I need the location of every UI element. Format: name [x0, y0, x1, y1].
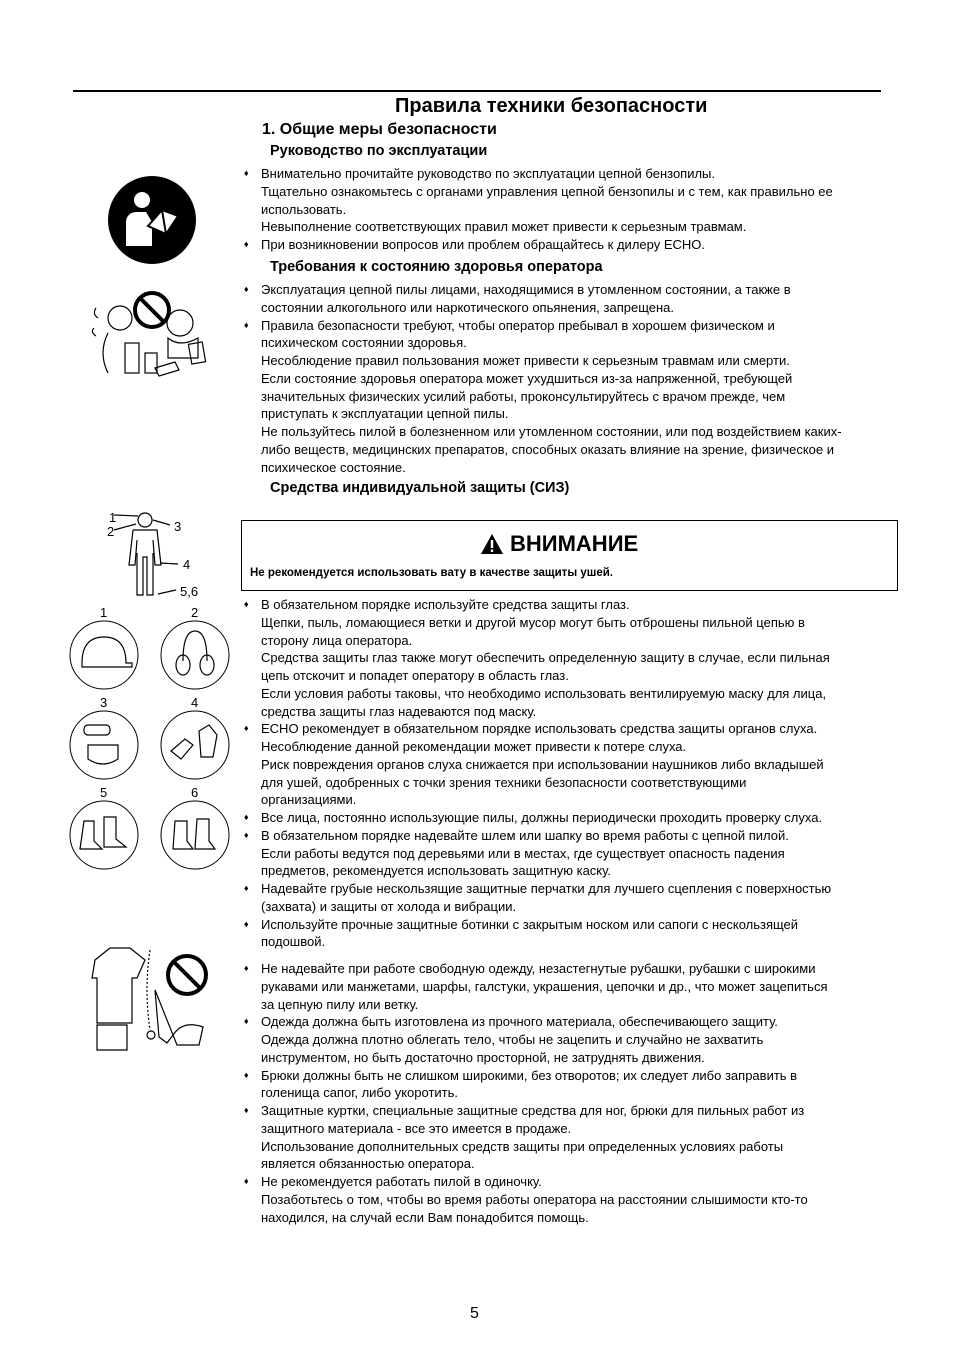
text-line [244, 1031, 904, 1049]
line-text: Используйте прочные защитные ботинки с закрытым носком или сапоги с нескользящей [261, 916, 799, 932]
text-line [244, 933, 904, 951]
line-text: психическом состоянии здоровья. [261, 335, 467, 351]
text-line [244, 978, 904, 996]
text-line [244, 862, 904, 880]
text-line [244, 201, 904, 219]
line-text: Правила безопасности требуют, чтобы оператор пребывал в хорошем физическом и [261, 317, 775, 333]
text-line [244, 667, 904, 685]
line-text: Одежда должна быть изготовлена из прочного материала, обеспечивающего защиту. [261, 1014, 778, 1030]
bullet-icon: ♦ [244, 1069, 249, 1080]
ppe-item-number: 2 [191, 605, 199, 620]
text-line [244, 845, 904, 863]
line-text: Если условия работы таковы, что необходимо использовать вентилируемую маску для лица, [261, 685, 827, 701]
bullet-icon: ♦ [244, 883, 249, 893]
line-text: приступать к эксплуатации цепной пилы. [261, 406, 509, 422]
text-line [244, 317, 904, 335]
text-line [244, 916, 904, 934]
line-text: При возникновении вопросов или проблем обращайтесь к дилеру ECHO. [261, 237, 705, 252]
line-text: рукавами или манжетами, шарфы, галстуки, украшения, цепочки и др., что может зацепиться [261, 978, 828, 994]
text-line [244, 218, 904, 236]
line-text: Если работы ведутся под деревьями или в местах, где существует опасность падения [261, 845, 785, 861]
text-line [244, 774, 904, 792]
line-text: Невыполнение соответствующих правил может привести к серьезным травмам. [261, 219, 747, 235]
bullet-icon: ♦ [244, 1105, 249, 1115]
callout-1: 1 [109, 510, 117, 525]
ppe-item-number: 5 [100, 785, 108, 800]
line-text: Средства защиты глаз также могут обеспечить определенную защиту в случае, если пильная [261, 650, 830, 666]
warning-title-text: ВНИМАНИЕ [510, 531, 639, 556]
bullet-icon: ♦ [244, 1016, 249, 1027]
section-heading: 1. Общие меры безопасности [262, 121, 497, 138]
text-line [244, 1013, 904, 1031]
line-text: Несоблюдение правил пользования может привести к серьезным травмам или смерти. [261, 353, 790, 368]
boots-icon [68, 799, 140, 871]
ppe-text [244, 596, 904, 951]
callout-4: 4 [183, 557, 191, 572]
warning-box [241, 520, 898, 591]
bullet-icon: ♦ [244, 829, 249, 840]
text-line [244, 1067, 904, 1085]
manual-text [244, 165, 904, 254]
text-line [244, 334, 904, 352]
line-text: Эксплуатация цепной пилы лицами, находящимися в утомленном состоянии, а также в [261, 282, 791, 297]
text-line [244, 791, 904, 809]
ppe-item-number: 1 [100, 605, 108, 620]
line-text: Внимательно прочитайте руководство по эксплуатации цепной бензопилы. [261, 166, 716, 181]
line-text: Щепки, пыль, ломающиеся ветки и другой мусор могут быть отброшены пильной цепью в [261, 614, 805, 630]
line-text: за цепную пилу или ветку. [261, 996, 419, 1012]
line-text: В обязательном порядке используйте средства защиты глаз. [261, 597, 630, 612]
text-line [244, 720, 904, 738]
text-line [244, 281, 904, 299]
text-line [244, 1155, 904, 1173]
warning-triangle-icon [480, 533, 504, 555]
bullet-icon: ♦ [244, 239, 249, 249]
text-line [244, 596, 904, 614]
text-line [244, 1084, 904, 1102]
subsection-heading-manual: Руководство по эксплуатации [270, 143, 488, 159]
line-text: В обязательном порядке надевайте шлем или шапку во время работы с цепной пилой. [261, 827, 789, 843]
goggles-face-shield-icon [68, 709, 140, 781]
line-text: Одежда должна плотно облегать тело, чтобы не зацепить и случайно не захватить [261, 1032, 764, 1047]
line-text: находился, на случай если Вам понадобится помощь. [261, 1209, 589, 1225]
text-line [244, 1102, 904, 1120]
subsection-heading-health: Требования к состоянию здоровья оператора [270, 259, 603, 275]
text-line [244, 370, 904, 388]
helmet-icon [68, 619, 140, 691]
callout-5-6: 5,6 [180, 584, 199, 599]
line-text: (захвата) и защиты от холода и вибрации. [261, 898, 517, 914]
text-line [244, 685, 904, 703]
chainsaw-boots-icon [159, 799, 231, 871]
warning-title [480, 531, 638, 557]
text-line [244, 649, 904, 667]
text-line [244, 459, 904, 477]
text-line [244, 996, 904, 1014]
line-text: защитного материала - все это имеется в продаже. [261, 1120, 572, 1136]
text-line [244, 388, 904, 406]
top-rule [73, 90, 881, 92]
health-text [244, 281, 904, 476]
line-text: Несоблюдение данной рекомендации может привести к потере слуха. [261, 739, 687, 754]
line-text: голенища сапог, либо укоротить. [261, 1085, 458, 1101]
line-text: Надевайте грубые нескользящие защитные перчатки для лучшего сцепления с поверхностью [261, 881, 832, 896]
line-text: предметов, рекомендуется использовать защитную каску. [261, 863, 611, 879]
line-text: средства защиты глаз надеваются под маску. [261, 703, 537, 719]
text-line [244, 960, 904, 978]
bullet-icon: ♦ [244, 284, 249, 294]
bullet-icon: ♦ [244, 1176, 249, 1186]
clothing-text [244, 960, 904, 1226]
line-text: Не надевайте при работе свободную одежду, незастегнутые рубашки, рубашки с широкими [261, 961, 816, 976]
bullet-icon: ♦ [244, 319, 249, 330]
page-title: Правила техники безопасности [395, 95, 708, 117]
callout-2: 2 [107, 524, 115, 539]
text-line [244, 632, 904, 650]
text-line [244, 880, 904, 898]
text-line [244, 738, 904, 756]
subsection-heading-ppe: Средства индивидуальной защиты (СИЗ) [270, 480, 570, 496]
text-line [244, 898, 904, 916]
bullet-icon: ♦ [244, 168, 249, 178]
text-line [244, 165, 904, 183]
no-alcohol-fatigue-illustration [90, 288, 215, 383]
line-text: для ушей, одобренных с точки зрения техники безопасности соответствующими [261, 774, 747, 790]
text-line [244, 236, 904, 254]
line-text: подошвой. [261, 934, 326, 950]
gloves-icon [159, 709, 231, 781]
text-line [244, 352, 904, 370]
line-text: значительных физических усилий работы, проконсультируйтесь с врачом прежде, чем [261, 388, 786, 404]
text-line [244, 827, 904, 845]
no-loose-clothing-illustration [85, 940, 215, 1060]
text-line [244, 183, 904, 201]
earmuffs-icon [159, 619, 231, 691]
line-text: Позаботьтесь о том, чтобы во время работы оператора на расстоянии слышимости кто-то [261, 1191, 808, 1207]
line-text: Тщательно ознакомьтесь с органами управления цепной бензопилы и с тем, как правильно ее [261, 183, 833, 199]
bullet-icon: ♦ [244, 723, 249, 734]
line-text: психическое состояние. [261, 459, 406, 475]
line-text: Не рекомендуется работать пилой в одиночку. [261, 1174, 542, 1189]
callout-3: 3 [174, 519, 182, 534]
text-line [244, 299, 904, 317]
text-line [244, 1049, 904, 1067]
line-text: либо веществ, медицинских препаратов, способных оказать влияние на зрение, физическое и [261, 441, 834, 457]
text-line [244, 1173, 904, 1191]
warning-text: Не рекомендуется использовать вату в качестве защиты ушей. [250, 567, 613, 579]
text-line [244, 1138, 904, 1156]
line-text: сторону лица оператора. [261, 632, 413, 648]
text-line [244, 1191, 904, 1209]
bullet-icon: ♦ [244, 599, 249, 609]
line-text: Не пользуйтесь пилой в болезненном или утомленном состоянии, или под воздействием каких- [261, 424, 842, 439]
ppe-item-number: 4 [191, 695, 199, 710]
text-line [244, 1209, 904, 1227]
ppe-item-number: 6 [191, 785, 199, 800]
text-line [244, 756, 904, 774]
line-text: Защитные куртки, специальные защитные средства для ног, брюки для пильных работ из [261, 1103, 805, 1118]
line-text: ECHO рекомендует в обязательном порядке использовать средства защиты органов слуха. [261, 721, 818, 737]
line-text: Брюки должны быть не слишком широкими, без отворотов; их следует либо заправить в [261, 1067, 798, 1083]
bullet-icon: ♦ [244, 918, 249, 929]
ppe-item-number: 3 [100, 695, 108, 710]
line-text: Все лица, постоянно использующие пилы, должны периодически проходить проверку слуха. [261, 810, 823, 825]
line-text: использовать. [261, 201, 347, 217]
line-text: Если состояние здоровья оператора может ухудшиться из-за напряженной, требующей [261, 370, 793, 386]
bullet-icon: ♦ [244, 812, 249, 822]
text-line [244, 405, 904, 423]
page-number: 5 [470, 1305, 479, 1322]
text-line [244, 614, 904, 632]
line-text: инструментом, но быть достаточно просторной, не затруднять движения. [261, 1049, 705, 1065]
text-line [244, 1120, 904, 1138]
bullet-icon: ♦ [244, 963, 249, 973]
line-text: Использование дополнительных средств защиты при определенных условиях работы [261, 1138, 784, 1154]
text-line [244, 809, 904, 827]
line-text: состоянии алкогольного или наркотического опьянения, запрещена. [261, 299, 675, 315]
line-text: цепь отскочит и попадет оператору в область глаз. [261, 668, 569, 683]
text-line [244, 703, 904, 721]
line-text: Риск повреждения органов слуха снижается при использовании наушников либо вкладышей [261, 756, 824, 772]
read-manual-icon [108, 176, 196, 264]
line-text: организациями. [261, 792, 357, 808]
text-line [244, 441, 904, 459]
text-line [244, 423, 904, 441]
line-text: является обязанностью оператора. [261, 1156, 475, 1172]
